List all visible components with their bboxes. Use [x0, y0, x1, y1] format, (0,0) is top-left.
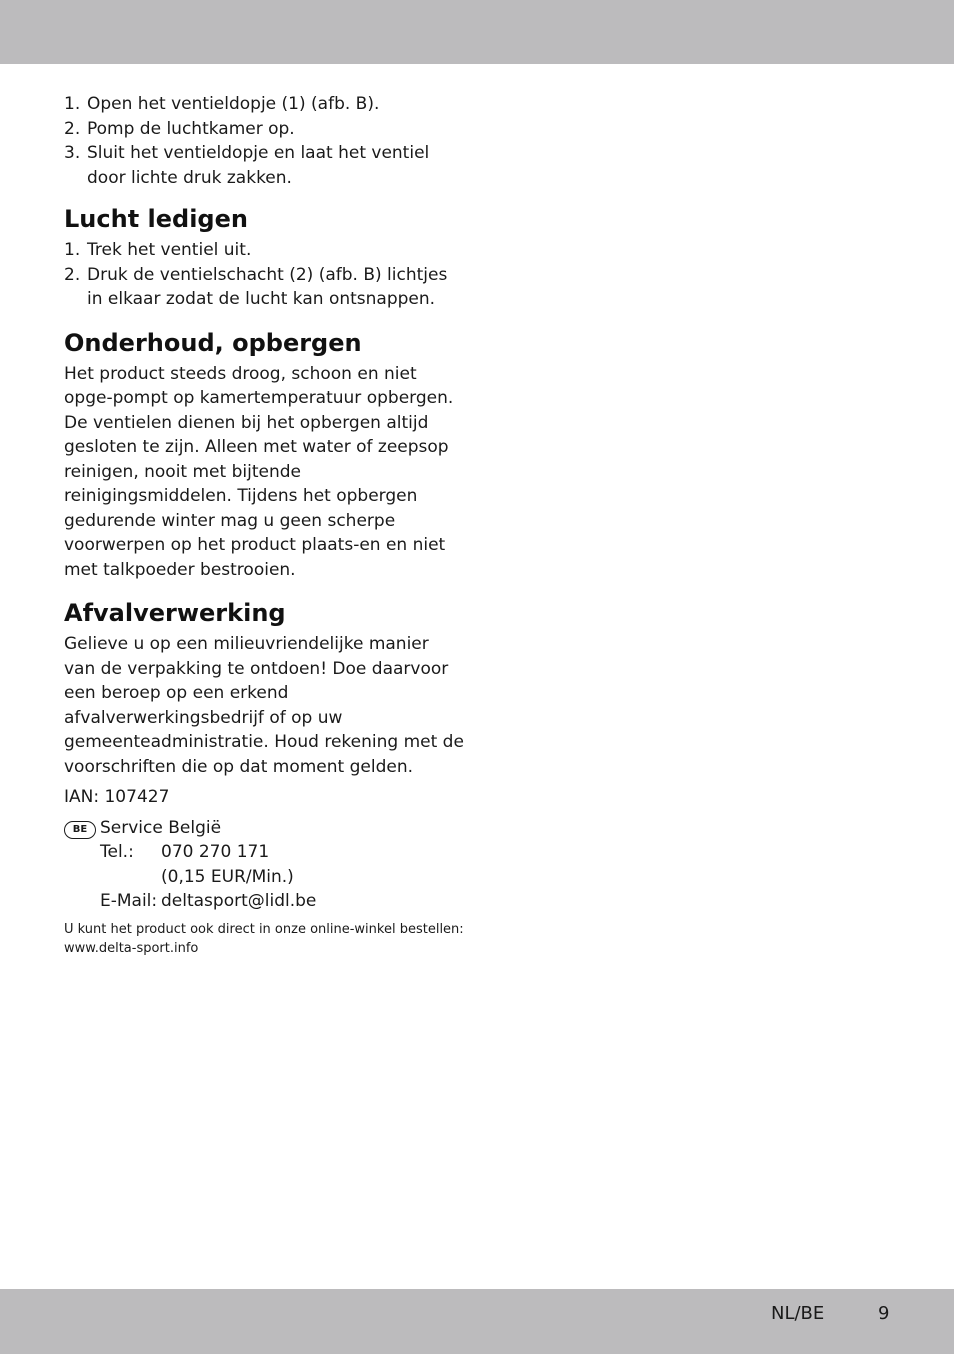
list-item: 3. Sluit het ventieldopje en laat het ventiel door lichte druk zakken. — [64, 143, 430, 188]
list-item: 2. Pomp de luchtkamer op. — [64, 118, 295, 139]
list-item: 1. Trek het ventiel uit. — [64, 240, 252, 260]
service-title: Service België — [100, 817, 222, 838]
header-bar — [0, 0, 954, 64]
deflate-heading: Lucht ledigen — [64, 205, 248, 233]
tel-price-row — [100, 865, 464, 890]
ian-number: IAN: 107427 — [64, 787, 170, 807]
inflate-steps — [64, 92, 464, 190]
list-item: 1. Open het ventieldopje (1) (afb. B). — [64, 94, 380, 114]
deflate-steps — [64, 238, 464, 312]
content-column — [64, 92, 464, 958]
maintenance-paragraph-1: Het product steeds droog, schoon en niet opge-pompt op kamertemperatuur opbergen. — [64, 363, 454, 408]
service-contact — [64, 840, 464, 914]
email-address: deltasport@lidl.be — [161, 891, 317, 911]
maintenance-heading: Onderhoud, opbergen — [64, 328, 362, 357]
service-block — [64, 816, 464, 914]
country-badge-icon: BE — [64, 821, 96, 839]
tel-row: Tel.: 070 270 171 — [100, 840, 464, 865]
shop-note: U kunt het product ook direct in onze online-winkel bestellen: www.delta-sport.info — [64, 921, 464, 956]
service-title-row — [64, 816, 464, 841]
page-number: 9 — [878, 1303, 890, 1324]
maintenance-paragraph-2: De ventielen dienen bij het opbergen altijd gesloten te zijn. Alleen met water of zeepsop reinigen, nooit met bijtende reinigingsmiddelen. Tijdens het opbergen gedurende winter mag u geen scherpe voorwerpen op het product plaats-en en niet met talkpoeder bestrooien. — [64, 412, 449, 580]
list-item: 2. Druk de ventielschacht (2) (afb. B) lichtjes in elkaar zodat de lucht kan ontsnappen. — [64, 264, 448, 309]
email-row: E-Mail: deltasport@lidl.be — [100, 889, 464, 914]
tel-number: 070 270 171 — [161, 842, 270, 862]
tel-price: (0,15 EUR/Min.) — [161, 866, 294, 887]
disposal-paragraph: Gelieve u op een milieuvriendelijke manier van de verpakking te ontdoen! Doe daarvoor een beroep op een erkend afvalverwerkingsbedrijf of op uw gemeenteadministratie. Houd rekening met de voorschriften die op dat moment gelden. — [64, 634, 464, 777]
footer-language: NL/BE — [771, 1303, 825, 1324]
shop-url: www.delta-sport.info — [64, 940, 199, 956]
disposal-heading: Afvalverwerking — [64, 599, 286, 627]
